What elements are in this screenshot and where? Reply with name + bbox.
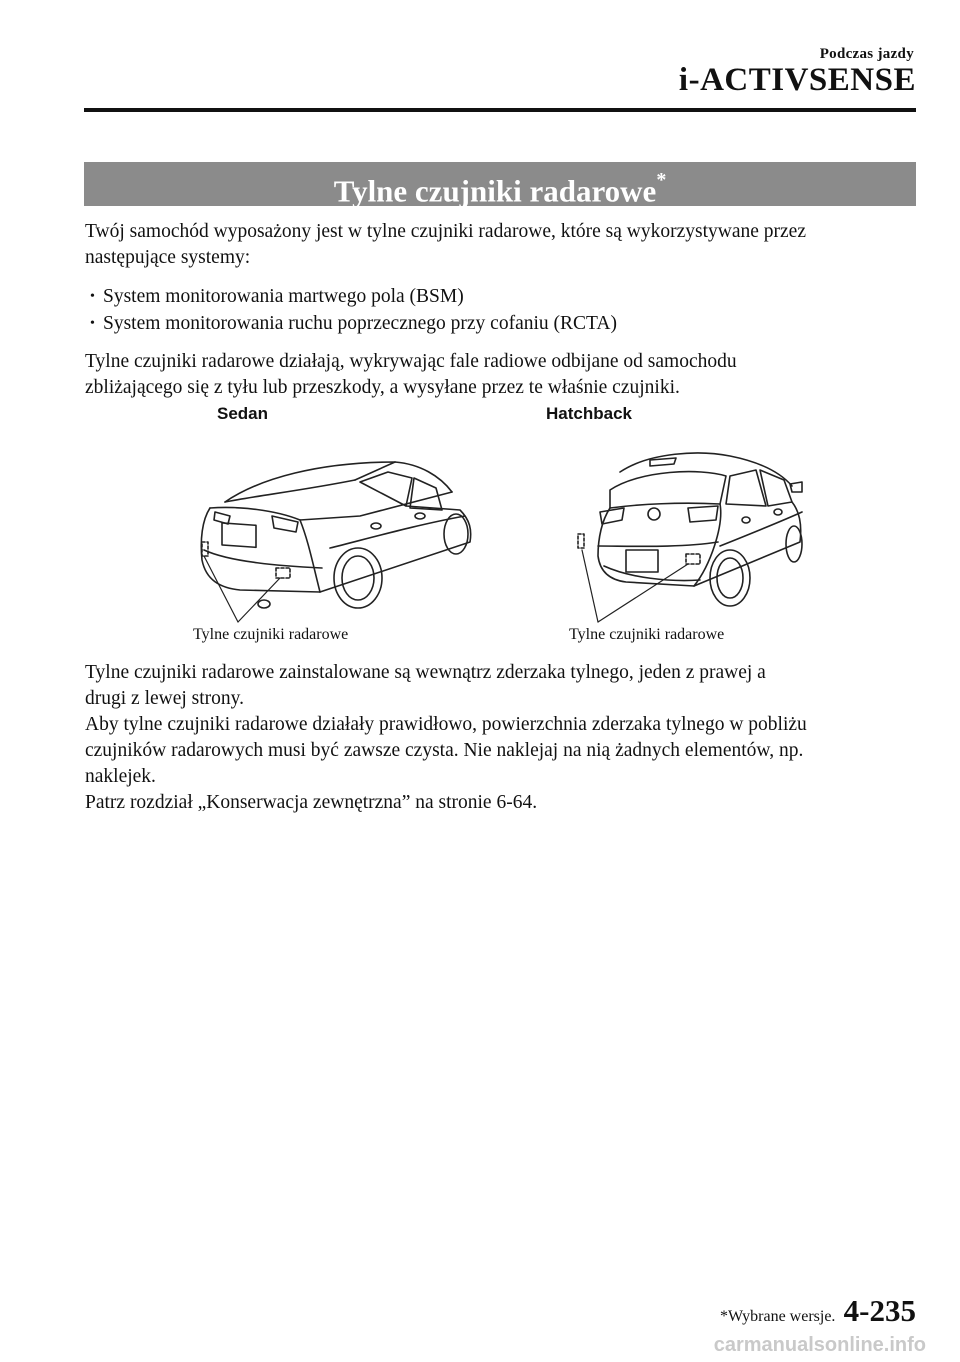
reference-line: Patrz rozdział „Konserwacja zewnętrzna” na stronie 6-64. <box>85 792 538 813</box>
header-rule <box>84 108 916 112</box>
section-title: Podczas jazdy <box>819 46 914 62</box>
function-line-1: Tylne czujniki radarowe działają, wykrywając fale radiowe odbijane od samochodu <box>85 351 737 372</box>
hatchback-label: Hatchback <box>546 404 632 423</box>
page-title-text: Tylne czujniki radarowe <box>333 173 657 209</box>
clean-line-2: czujników radarowych musi być zawsze czysta. Nie naklejaj na nią żadnych elementów, np. <box>85 740 804 761</box>
watermark: carmanualsonline.info <box>713 1334 926 1356</box>
intro-line-2: następujące systemy: <box>85 247 251 268</box>
intro-line-1: Twój samochód wyposażony jest w tylne czujniki radarowe, które są wykorzystywane przez <box>85 221 806 242</box>
sedan-illustration <box>180 450 480 630</box>
bullet-item <box>90 284 464 310</box>
bullet-text: System monitorowania martwego pola (BSM) <box>103 286 464 307</box>
bullet-dot-icon: • <box>90 316 95 331</box>
page-title <box>84 162 916 209</box>
clean-line-1: Aby tylne czujniki radarowe działały prawidłowo, powierzchnia zderzaka tylnego w pobliżu <box>85 714 807 735</box>
function-line-2: zbliżającego się z tyłu lub przeszkody, a wysyłane przez te właśnie czujniki. <box>85 377 680 398</box>
optional-equipment-mark: * <box>656 169 667 191</box>
install-line-1: Tylne czujniki radarowe zainstalowane są wewnątrz zderzaka tylnego, jeden z prawej a <box>85 662 766 683</box>
bullet-item <box>90 311 617 337</box>
hatchback-illustration <box>570 446 810 626</box>
hatchback-caption: Tylne czujniki radarowe <box>569 626 725 643</box>
clean-line-3: naklejek. <box>85 766 156 787</box>
bullet-text: System monitorowania ruchu poprzecznego przy cofaniu (RCTA) <box>103 313 617 334</box>
bullet-dot-icon: • <box>90 289 95 304</box>
sedan-label: Sedan <box>217 404 269 423</box>
footnote: *Wybrane wersje. <box>720 1308 836 1325</box>
install-line-2: drugi z lewej strony. <box>85 688 245 709</box>
page-number: 4-235 <box>843 1293 916 1328</box>
chapter-title: i-ACTIVSENSE <box>678 62 916 98</box>
sedan-caption: Tylne czujniki radarowe <box>193 626 349 643</box>
